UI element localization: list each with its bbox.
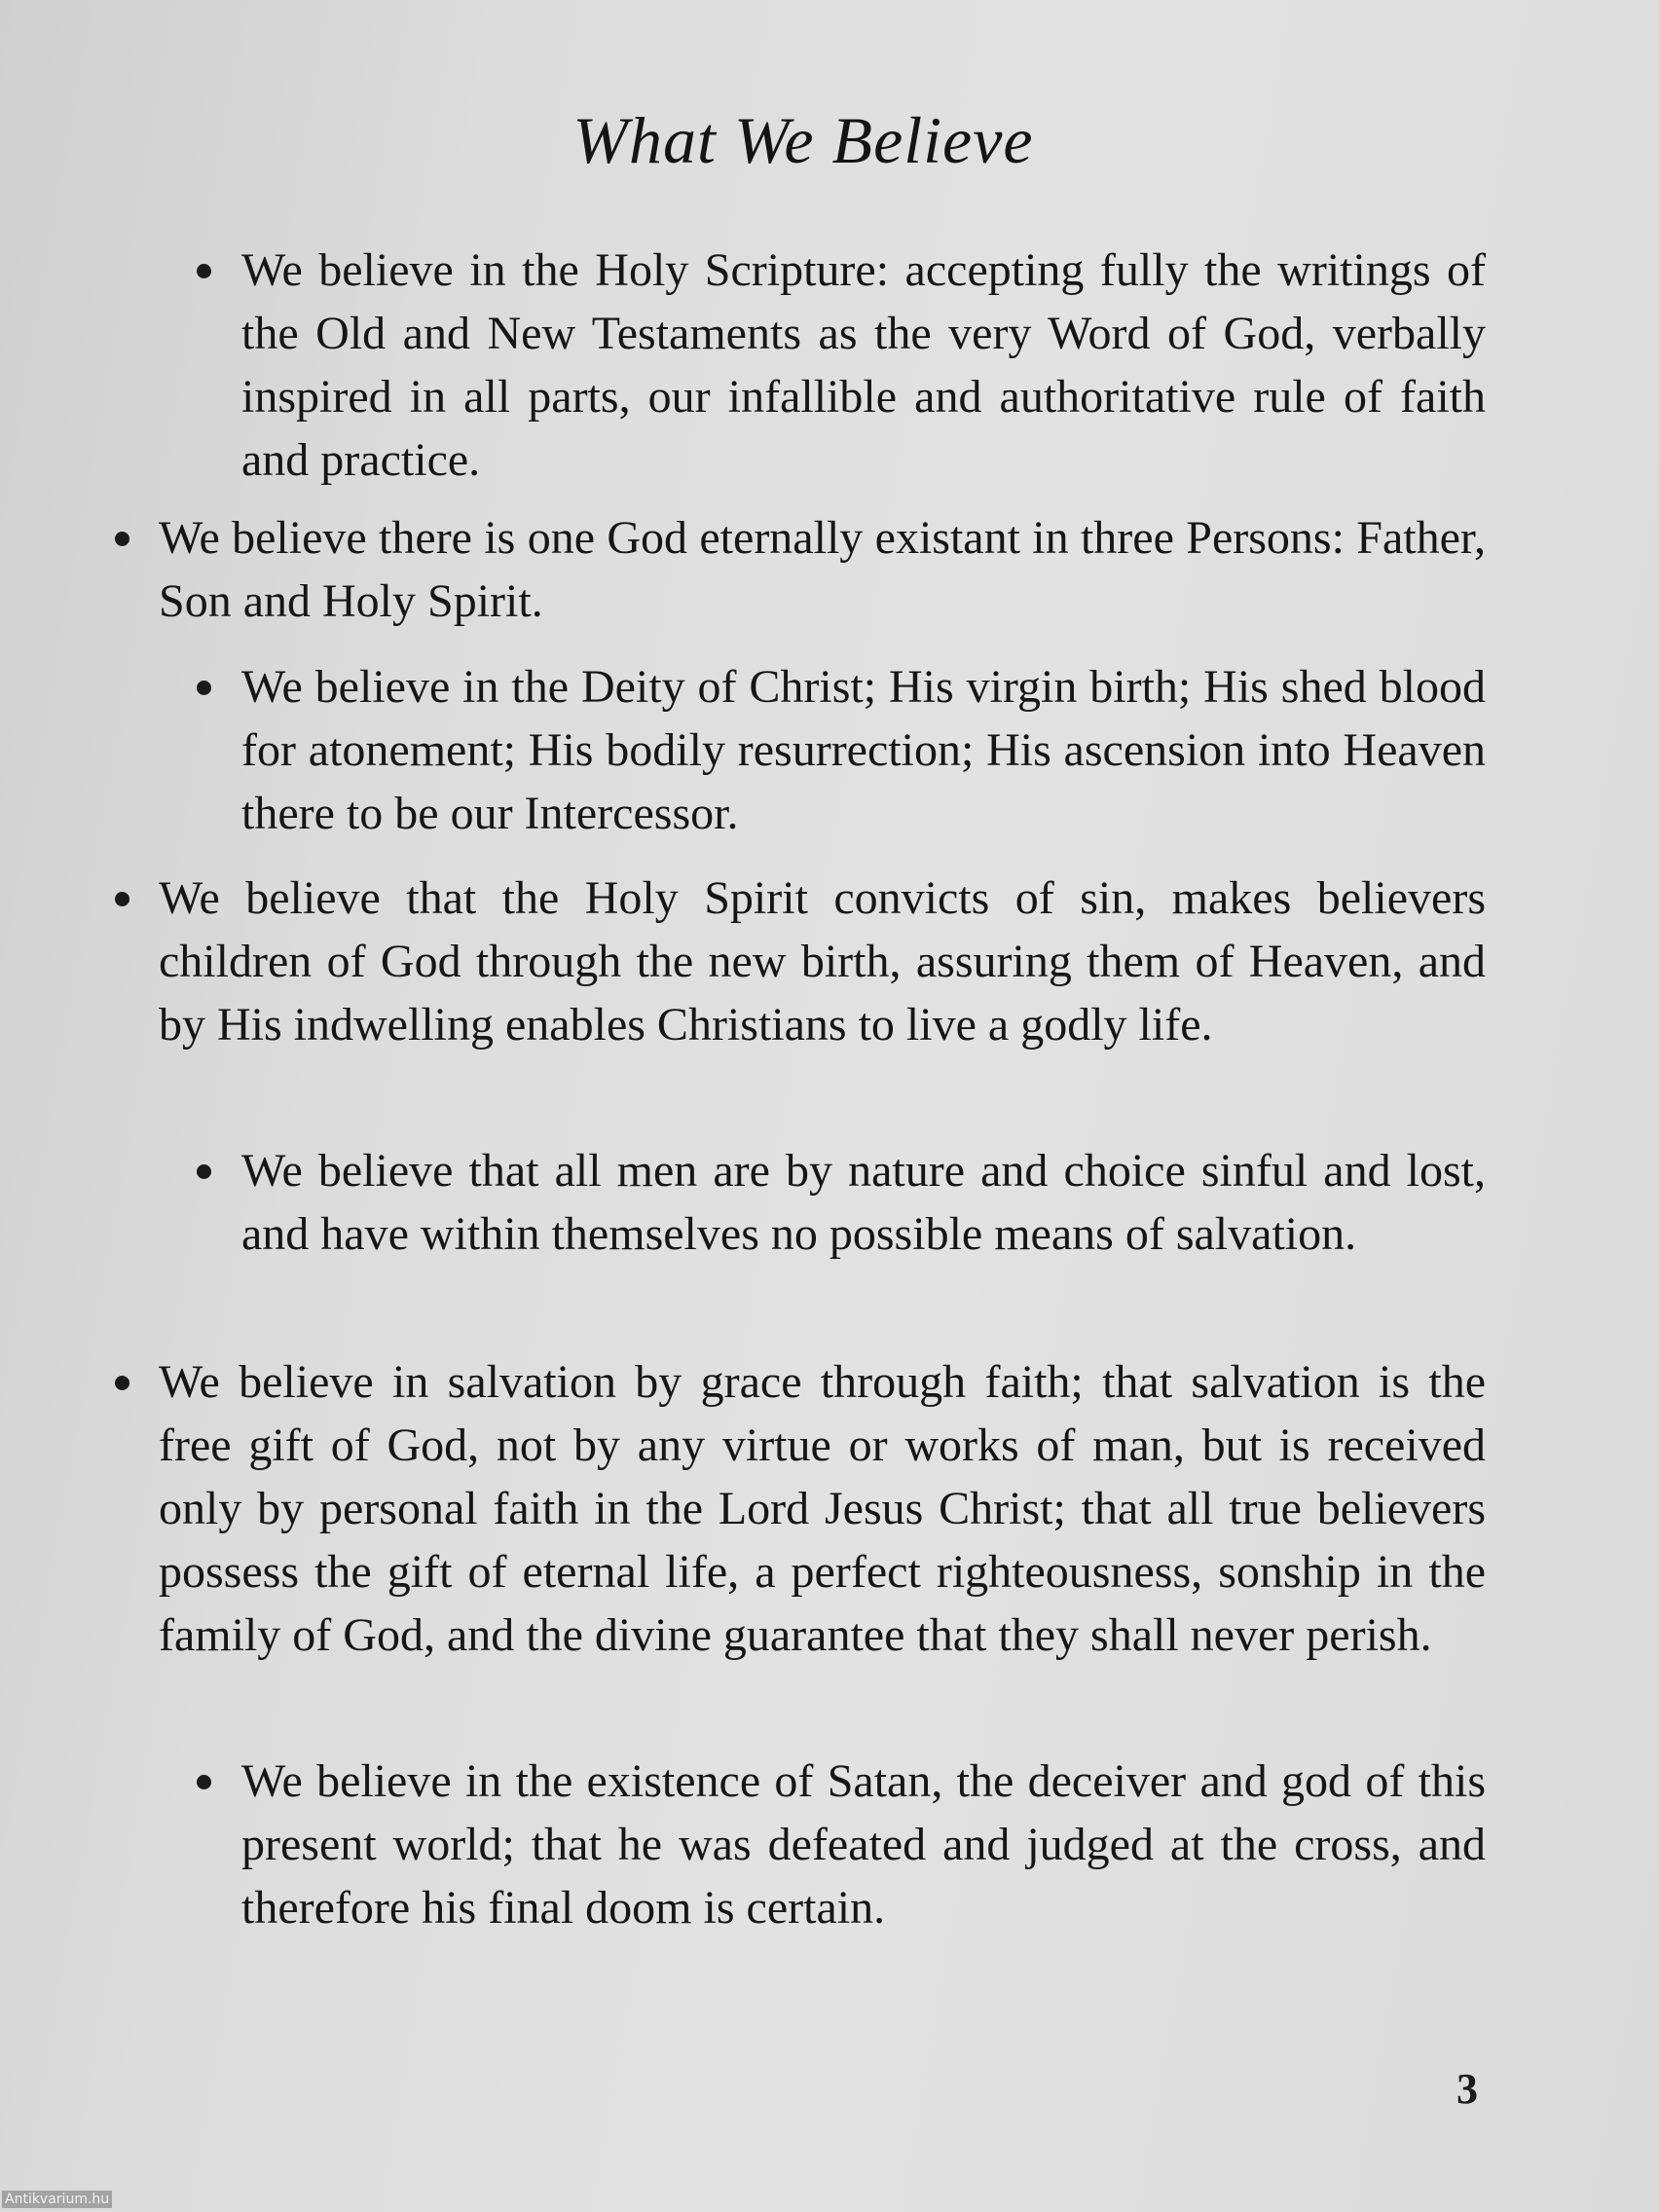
belief-text: We believe there is one God eternally existant in three Persons: Father, Son and Holy Spirit.: [159, 512, 1486, 627]
bullet-icon: [197, 1775, 211, 1789]
belief-text: We believe that all men are by nature and choice sinful and lost, and have within themselves no possible means of salvation.: [241, 1145, 1486, 1260]
bullet-icon: [115, 1376, 129, 1390]
belief-item-christ: [241, 655, 1486, 845]
bullet-icon: [197, 1164, 211, 1179]
belief-item-holy-spirit: [159, 866, 1486, 1056]
bullet-icon: [115, 532, 129, 546]
watermark: Antikvarium.hu: [2, 2191, 112, 2208]
page-title: What We Believe: [572, 103, 1034, 177]
belief-item-sin: [241, 1139, 1486, 1266]
belief-text: We believe in the existence of Satan, the deceiver and god of this present world; that he was defeated and judged at the cross, and therefore his final doom is certain.: [241, 1755, 1486, 1934]
belief-item-salvation: [159, 1350, 1486, 1667]
page-number: 3: [1456, 2065, 1478, 2113]
bullet-icon: [115, 892, 129, 906]
belief-text: We believe that the Holy Spirit convicts of sin, makes believers children of God through the new birth, assuring them of Heaven, and by His indwelling enables Christians to live a godly life.: [159, 872, 1486, 1051]
belief-text: We believe in salvation by grace through faith; that salvation is the free gift of God, not by any virtue or works of man, but is received only by personal faith in the Lord Jesus Christ; that all true believers possess the gift of eternal life, a perfect righteousness, sonship in the family of God, and the divine guarantee that they shall never perish.: [159, 1356, 1486, 1661]
belief-item-trinity: [159, 506, 1486, 633]
bullet-icon: [197, 681, 211, 695]
bullet-icon: [197, 264, 211, 278]
belief-item-satan: [241, 1750, 1486, 1939]
belief-item-scripture: [241, 239, 1486, 492]
belief-text: We believe in the Deity of Christ; His virgin birth; His shed blood for atonement; His bodily resurrection; His ascension into Heaven there to be our Intercessor.: [241, 661, 1486, 839]
belief-text: We believe in the Holy Scripture: accepting fully the writings of the Old and New Testaments as the very Word of God, verbally inspired in all parts, our infallible and authoritative rule of faith and practice.: [241, 244, 1486, 486]
